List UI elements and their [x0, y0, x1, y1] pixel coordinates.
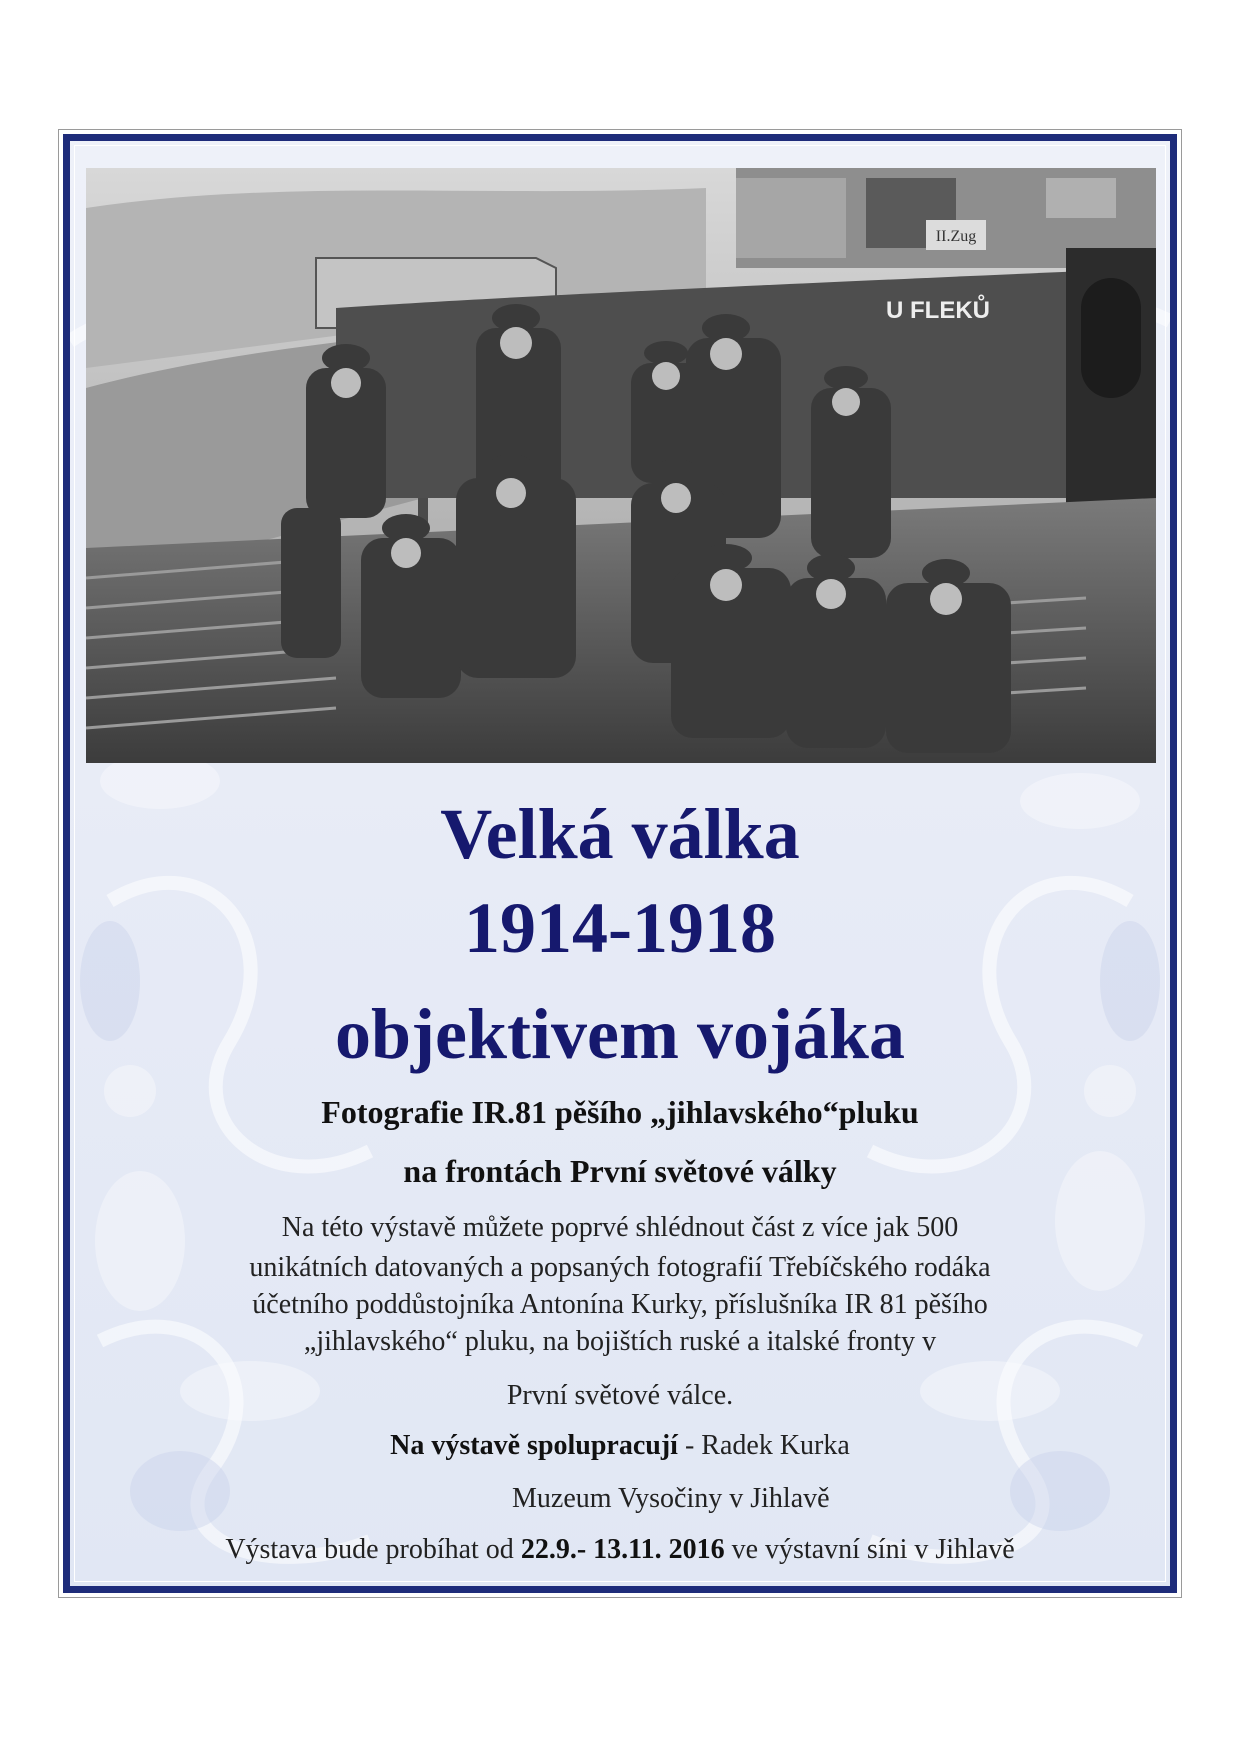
title-line-1: Velká válka — [440, 794, 800, 874]
exhibition-suffix: ve výstavní síni v Jihlavě — [724, 1534, 1015, 1565]
description-line: Na této výstavě můžete poprvé shlédnout část z více jak 500 — [281, 1212, 959, 1243]
subtitle-line-2: na frontách První světové války — [403, 1153, 837, 1189]
photo-sign-text: U FLEKŮ — [886, 297, 990, 324]
title-line-2: 1914-1918 — [464, 888, 776, 968]
cooperation-partner-1: Radek Kurka — [701, 1430, 850, 1461]
cooperation-separator: - — [677, 1430, 702, 1461]
description-line: „jihlavského“ pluku, na bojištích ruské a italské fronty v — [303, 1326, 937, 1357]
title-line-3: objektivem vojáka — [335, 994, 905, 1074]
exhibition-line — [63, 1536, 1177, 1564]
cooperation-line — [63, 1432, 1177, 1460]
soldiers-photograph — [86, 168, 1156, 763]
exhibition-prefix: Výstava bude probíhat od — [225, 1534, 521, 1565]
description-line: První světové válce. — [506, 1380, 734, 1411]
description-line: unikátních datovaných a popsaných fotografií Třebíčského rodáka — [249, 1252, 991, 1283]
cooperation-partner-2: Muzeum Vysočiny v Jihlavě — [512, 1483, 830, 1514]
cooperation-label: Na výstavě spolupracují — [390, 1430, 678, 1461]
subtitle-line-1: Fotografie IR.81 pěšího „jihlavského“pluku — [321, 1094, 919, 1130]
exhibition-dates: 22.9.- 13.11. 2016 — [520, 1534, 725, 1565]
photo-plaque-text: II.Zug — [935, 228, 977, 245]
description-line: účetního poddůstojníka Antonína Kurky, příslušníka IR 81 pěšího — [252, 1289, 988, 1320]
